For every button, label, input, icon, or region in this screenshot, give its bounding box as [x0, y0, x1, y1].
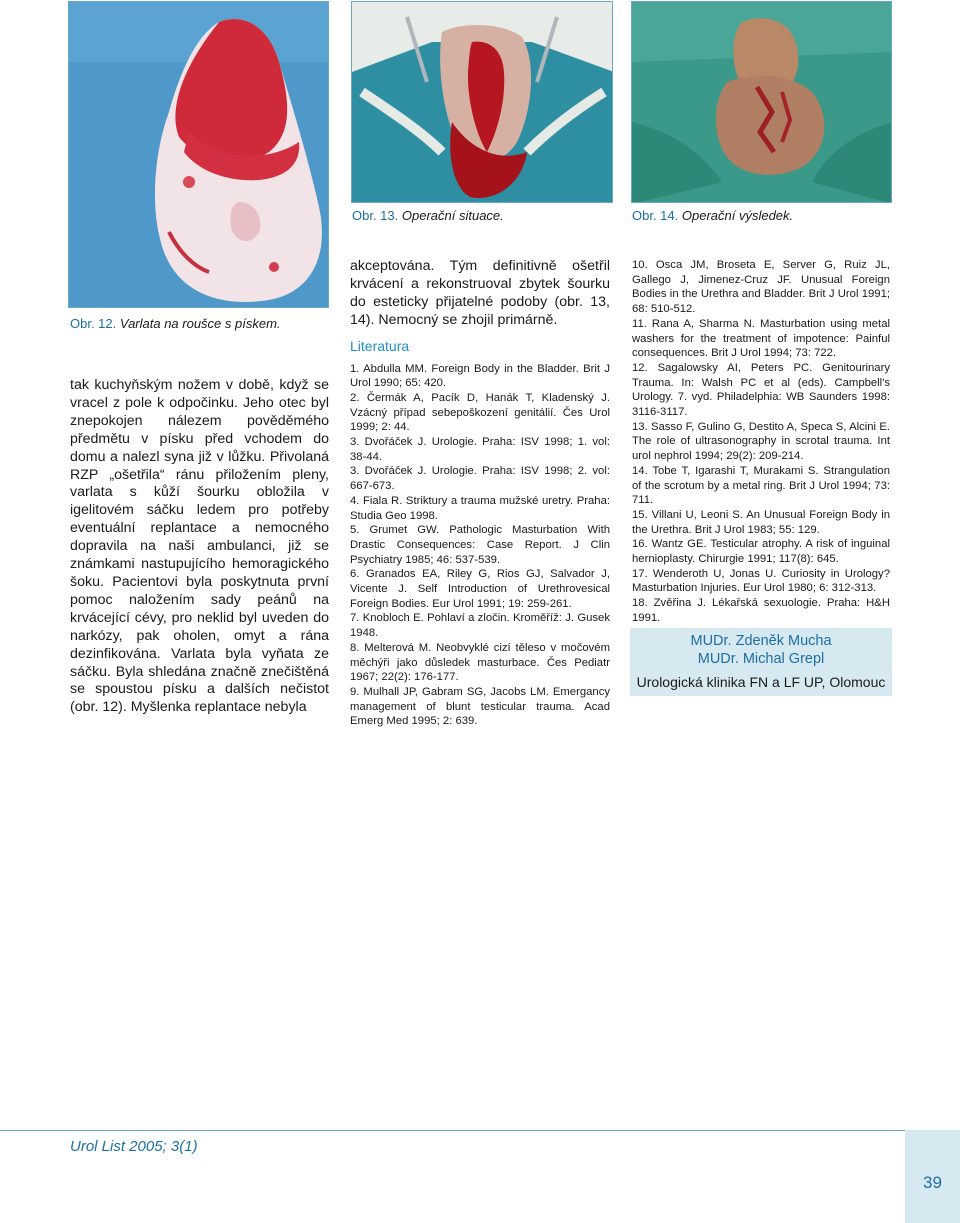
column-2-paragraph: akceptována. Tým definitivně ošetřil krvácení a rekonstruoval zbytek šourku do esteticky přijatelné podoby (obr. 13, 14). Nemocný se zhojil primárně.: [350, 258, 610, 328]
operative-result-image: [632, 2, 892, 203]
author-name-2: MUDr. Michal Grepl: [697, 651, 825, 667]
authors-box: [630, 628, 892, 696]
figure-13-label: Obr. 13.: [352, 208, 399, 223]
reference-item: 3. Dvořáček J. Urologie. Praha: ISV 1998; 1. vol: 38-44.: [350, 436, 610, 463]
reference-item: 9. Mulhall JP, Gabram SG, Jacobs LM. Emergancy management of blunt testicular trauma. Acad Emerg Med 1995; 2: 639.: [350, 686, 610, 728]
column-1-body: [70, 377, 329, 717]
author-name-1: MUDr. Zdeněk Mucha: [690, 633, 832, 649]
author-institution: Urologická klinika FN a LF UP, Olomouc: [636, 674, 886, 690]
reference-item: 15. Villani U, Leoni S. An Unusual Foreign Body in the Urethra. Brit J Urol 1983; 55: 129.: [632, 508, 890, 536]
reference-item: 11. Rana A, Sharma N. Masturbation using metal washers for the treatment of impotence: Painful consequences. Brit J Urol 1994; 73: 722.: [632, 317, 890, 360]
page-number: 39: [923, 1173, 942, 1192]
reference-item: 16. Wantz GE. Testicular atrophy. A risk of inguinal hernioplasty. Chirurgie 1991; 117(8): 645.: [632, 538, 890, 566]
reference-list-2: [632, 258, 890, 626]
journal-citation: Urol List 2005; 3(1): [70, 1138, 198, 1155]
reference-item: 2. Čermák A, Pacík D, Hanák T, Kladenský J. Vzácný případ sebepoškození genitálií. Čes Urol 1999; 2: 44.: [350, 391, 610, 434]
figure-12-label: Obr. 12.: [70, 316, 117, 331]
figure-14-photo: [631, 1, 892, 203]
figure-12-photo: [68, 1, 329, 308]
reference-item: 8. Melterová M. Neobvyklé cizí těleso v močovém měchýři jako důsledek masturbace. Čes Pediatr 1967; 22(2): 176-177.: [350, 641, 610, 684]
reference-item: 6. Granados EA, Riley G, Rios GJ, Salvador J, Vicente J. Self Introduction of Urethrovesical Foreign Bodies. Eur Urol 1991; 19: 259-261.: [350, 568, 610, 610]
reference-item: 10. Osca JM, Broseta E, Server G, Ruiz JL, Gallego J, Jimenez-Cruz JF. Unusual Foreign Bodies in the Urethra and Bladder. Brit J Urol 1991; 68: 510-512.: [632, 259, 890, 316]
figure-12-caption: [70, 316, 281, 331]
literature-heading: Literatura: [350, 337, 410, 354]
footer-divider: [0, 1130, 905, 1131]
reference-item: 13. Sasso F, Gulino G, Destito A, Speca S, Alcini E. The role of ultrasonography in scrotal trauma. Int urol nephrol 1994; 29(2): 209-214.: [632, 420, 890, 463]
figure-14-label: Obr. 14.: [632, 208, 679, 223]
figure-12-text: Varlata na roušce s pískem.: [119, 316, 281, 331]
reference-item: 4. Fiala R. Striktury a trauma mužské uretry. Praha: Studia Geo 1998.: [350, 494, 610, 522]
reference-item: 5. Grumet GW. Pathologic Masturbation With Drastic Consequences: Case Report. J Clin Psychiatry 1985; 46: 537-539.: [350, 524, 610, 566]
reference-item: 18. Zvěřina J. Lékařská sexuologie. Praha: H&H 1991.: [632, 597, 890, 624]
reference-item: 3. Dvořáček J. Urologie. Praha: ISV 1998; 2. vol: 667-673.: [350, 465, 610, 493]
figure-14-caption: [632, 208, 793, 223]
reference-item: 1. Abdulla MM. Foreign Body in the Bladder. Brit J Urol 1990; 65: 420.: [350, 362, 610, 390]
figure-13-photo: [351, 1, 613, 203]
figure-14-text: Operační výsledek.: [681, 208, 794, 223]
figure-13-text: Operační situace.: [401, 208, 504, 223]
testicles-on-drape-image: [69, 2, 329, 308]
column-2-body: [350, 258, 610, 729]
reference-item: 14. Tobe T, Igarashi T, Murakami S. Strangulation of the scrotum by a metal ring. Brit J Urol 1994; 73: 711.: [632, 464, 890, 507]
reference-item: 7. Knobloch E. Pohlaví a zločin. Kroměříž: J. Gusek 1948.: [350, 612, 610, 640]
operative-situation-image: [352, 2, 613, 203]
reference-item: 17. Wenderoth U, Jonas U. Curiosity in Urology? Masturbation Injuries. Eur Urol 1980; 6: 312-313.: [632, 567, 890, 595]
column-1-paragraph: tak kuchyňským nožem v době, když se vracel z pole k odpočinku. Jeho otec byl znepokojen nálezem pověděmého předmětu v písku před vchodem do domu a nalezl syna již v lůžku. Přivolaná RZP „ošetřila“ ránu přiložením pleny, varlata s kůží šourku obložila v igelitovém sáčku ledem pro potřeby eventuální replantace a nemocného dopravila na naši ambulanci, již se známkami nastupujícího hemoragického šoku. Pacientovi byla poskytnuta první pomoc naložením sady peánů na krvácející cévy, pro neklid byl uveden do narkózy, pak oholen, omyt a rána dezinfikována. Varlata byla vyňata ze sáčku. Byla shledána značně znečištěná se spoustou písku a dalších nečistot (obr. 12). Myšlenka replantace nebyla: [70, 377, 329, 716]
reference-item: 12. Sagalowsky AI, Peters PC. Genitourinary Trauma. In: Walsh PC et al (eds). Campbell's Urology. 7. vyd. Philadelphia: WB Saunders 1998: 3116-3117.: [632, 361, 890, 419]
figure-13-caption: [352, 208, 504, 223]
reference-list-1: [350, 362, 610, 730]
